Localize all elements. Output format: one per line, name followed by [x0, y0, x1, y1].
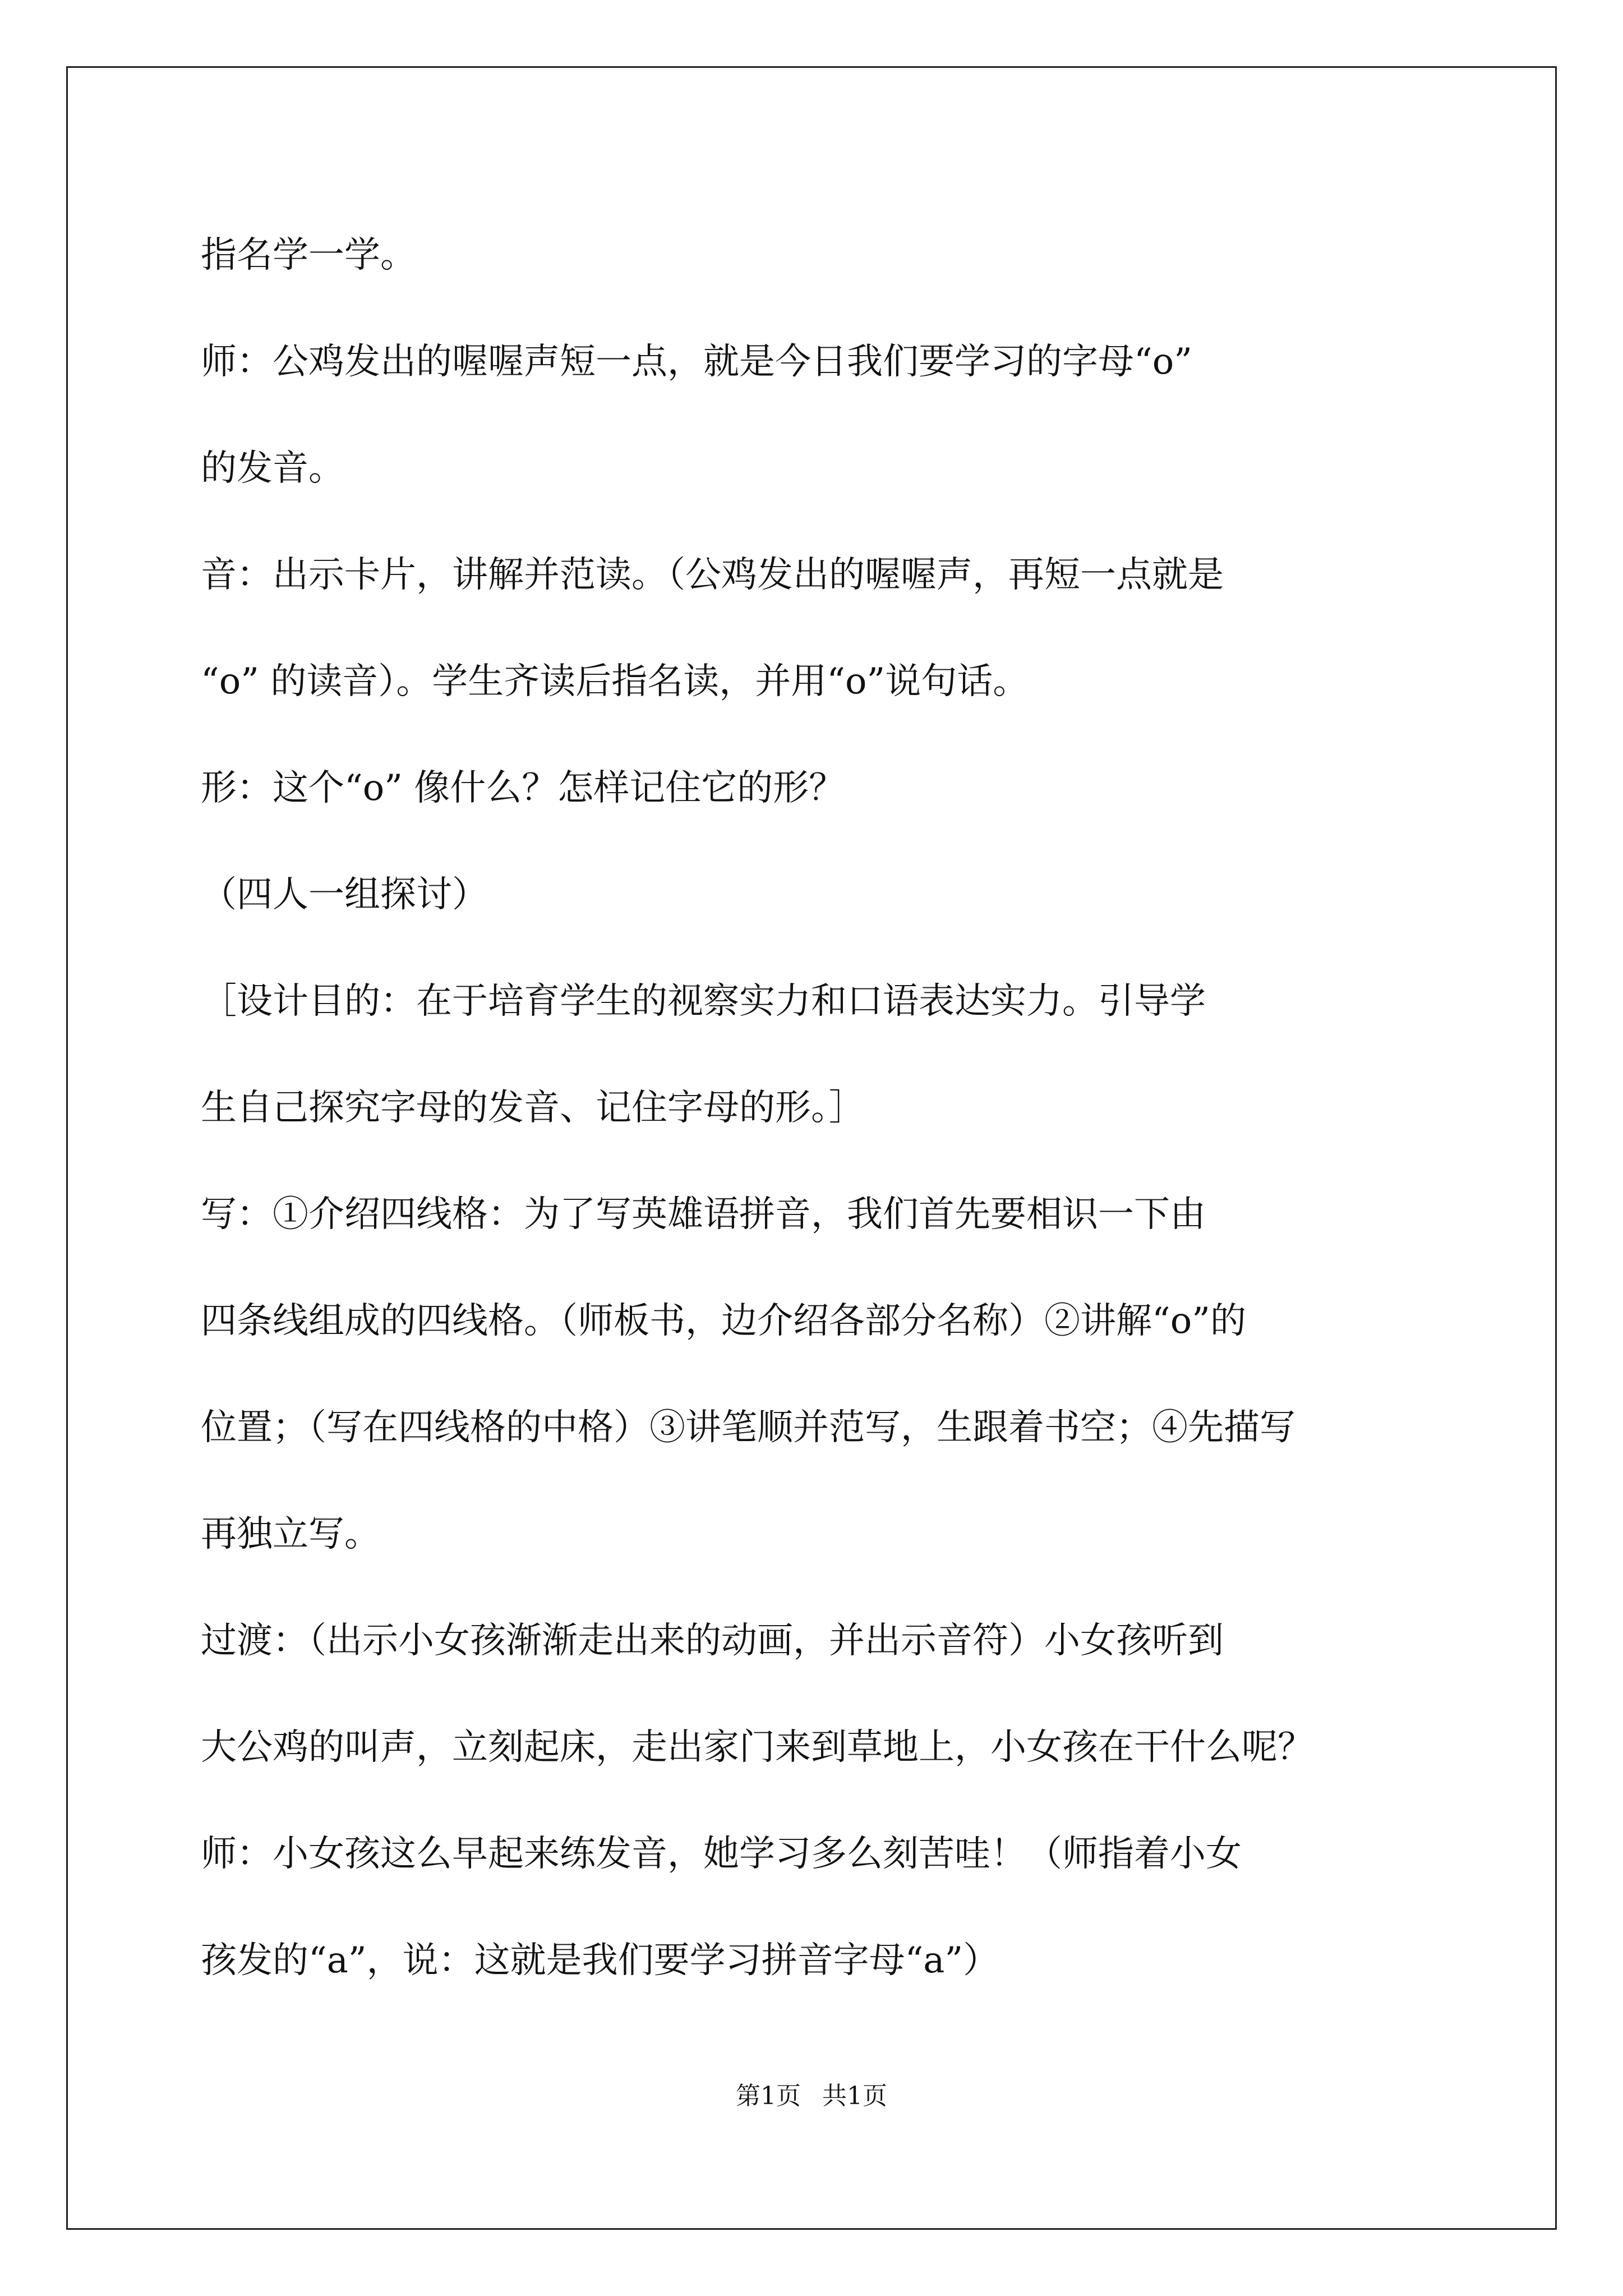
text-line-14: 过渡：（出示小女孩渐渐走出来的动画，并出示音符）小女孩听到	[201, 1620, 1224, 1662]
text-line-1: 指名学一学。	[201, 234, 416, 276]
page-number-total: 共1页	[822, 2082, 887, 2110]
text-line-2: 师：公鸡发出的喔喔声短一点，就是今日我们要学习的字母“o”	[201, 341, 1192, 383]
text-line-8: ［设计目的：在于培育学生的视察实力和口语表达实力。引导学	[201, 981, 1206, 1022]
text-line-5: “o” 的读音）。学生齐读后指名读，并用“o”说句话。	[201, 661, 1029, 702]
text-line-4: 音：出示卡片，讲解并范读。（公鸡发出的喔喔声，再短一点就是	[201, 554, 1224, 596]
page-footer	[0, 2076, 1623, 2111]
text-line-13: 再独立写。	[201, 1513, 380, 1555]
text-line-16: 师：小女孩这么早起来练发音，她学习多么刻苦哇！（师指着小女	[201, 1833, 1242, 1875]
text-line-12: 位置；（写在四线格的中格）③讲笔顺并范写，生跟着书空；④先描写	[201, 1407, 1295, 1448]
text-line-17: 孩发的“a”，说：这就是我们要学习拼音字母“a”）	[201, 1940, 999, 1981]
text-line-6: 形：这个“o” 像什么？怎样记住它的形？	[201, 767, 845, 809]
document-body	[201, 202, 1435, 2014]
text-line-9: 生自己探究字母的发音、记住字母的形。］	[201, 1087, 865, 1129]
text-line-7: （四人一组探讨）	[201, 874, 488, 915]
text-line-10: 写：①介绍四线格：为了写英雄语拼音，我们首先要相识一下由	[201, 1194, 1206, 1235]
page-number-current: 第1页	[736, 2082, 801, 2110]
text-line-15: 大公鸡的叫声，立刻起床，走出家门来到草地上，小女孩在干什么呢？	[201, 1727, 1313, 1768]
text-line-11: 四条线组成的四线格。（师板书，边介绍各部分名称）②讲解“o”的	[201, 1300, 1246, 1342]
text-line-3: 的发音。	[201, 448, 344, 489]
